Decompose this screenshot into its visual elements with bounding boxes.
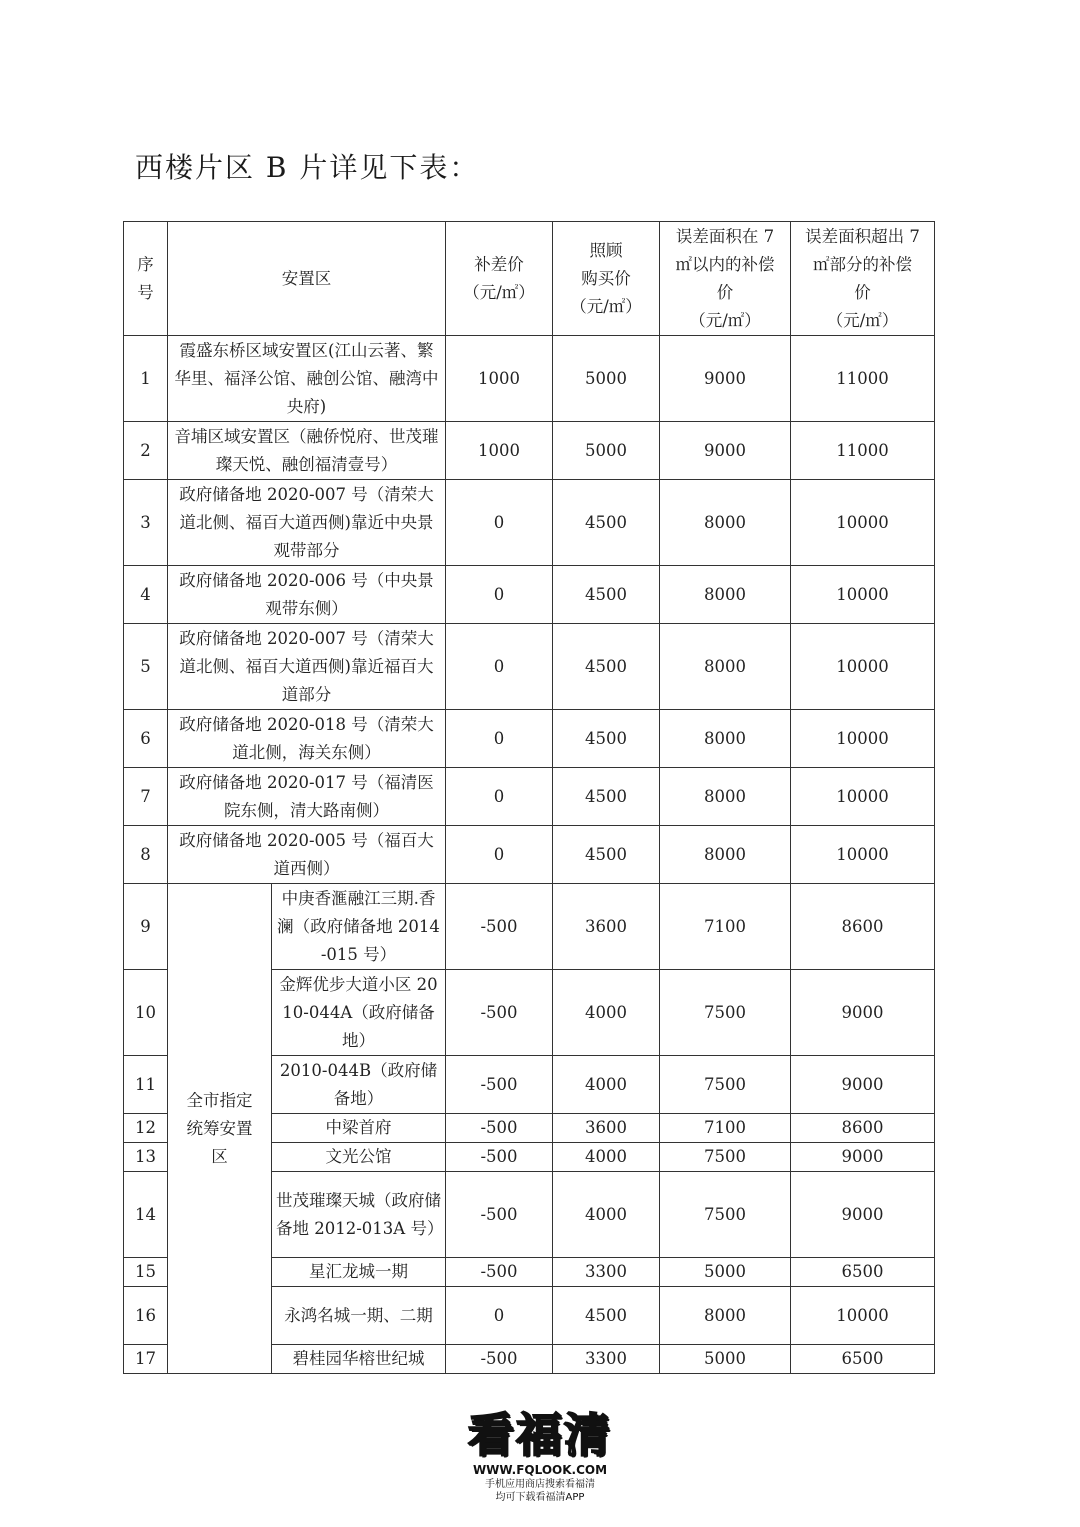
cell-within7: 5000 xyxy=(660,1345,791,1374)
cell-within7: 9000 xyxy=(660,422,791,480)
cell-seq: 14 xyxy=(124,1172,168,1258)
cell-area: 政府储备地 2020-007 号（清荣大道北侧、福百大道西侧)靠近福百大道部分 xyxy=(168,624,446,710)
cell-diff: -500 xyxy=(446,970,553,1056)
cell-care: 4500 xyxy=(553,566,660,624)
cell-within7: 7500 xyxy=(660,1056,791,1114)
cell-over7: 8600 xyxy=(791,1114,935,1143)
cell-over7: 8600 xyxy=(791,884,935,970)
cell-area: 音埔区域安置区（融侨悦府、世茂璀璨天悦、融创福清壹号） xyxy=(168,422,446,480)
logo-wordmark: 看福清 xyxy=(468,1408,612,1462)
cell-name: 星汇龙城一期 xyxy=(272,1258,446,1287)
cell-name: 永鸿名城一期、二期 xyxy=(272,1287,446,1345)
header-diff-price: 补差价 （元/㎡） xyxy=(446,222,553,336)
cell-within7: 8000 xyxy=(660,566,791,624)
cell-diff: -500 xyxy=(446,884,553,970)
cell-care: 4500 xyxy=(553,1287,660,1345)
cell-over7: 11000 xyxy=(791,336,935,422)
header-over7-price: 误差面积超出 7 ㎡部分的补偿 价 （元/㎡） xyxy=(791,222,935,336)
cell-within7: 8000 xyxy=(660,624,791,710)
cell-diff: -500 xyxy=(446,1345,553,1374)
cell-diff: 0 xyxy=(446,768,553,826)
cell-diff: -500 xyxy=(446,1114,553,1143)
table-row xyxy=(124,826,935,884)
cell-within7: 7100 xyxy=(660,1114,791,1143)
cell-care: 4000 xyxy=(553,1056,660,1114)
cell-over7: 9000 xyxy=(791,1172,935,1258)
cell-seq: 1 xyxy=(124,336,168,422)
cell-area: 政府储备地 2020-018 号（清荣大道北侧，海关东侧） xyxy=(168,710,446,768)
table-row xyxy=(124,422,935,480)
cell-care: 4000 xyxy=(553,970,660,1056)
cell-within7: 7500 xyxy=(660,1143,791,1172)
cell-care: 4500 xyxy=(553,710,660,768)
cell-seq: 2 xyxy=(124,422,168,480)
table-row xyxy=(124,710,935,768)
cell-within7: 5000 xyxy=(660,1258,791,1287)
cell-over7: 9000 xyxy=(791,1056,935,1114)
cell-over7: 9000 xyxy=(791,970,935,1056)
cell-seq: 7 xyxy=(124,768,168,826)
cell-over7: 10000 xyxy=(791,566,935,624)
cell-diff: 0 xyxy=(446,480,553,566)
cell-seq: 6 xyxy=(124,710,168,768)
table-row xyxy=(124,336,935,422)
cell-over7: 10000 xyxy=(791,826,935,884)
cell-area: 政府储备地 2020-017 号（福清医院东侧，清大路南侧） xyxy=(168,768,446,826)
cell-diff: 0 xyxy=(446,566,553,624)
header-care-price: 照顾 购买价 （元/㎡） xyxy=(553,222,660,336)
cell-area: 政府储备地 2020-006 号（中央景观带东侧） xyxy=(168,566,446,624)
cell-diff: 0 xyxy=(446,1287,553,1345)
header-seq: 序 号 xyxy=(124,222,168,336)
cell-diff: 0 xyxy=(446,624,553,710)
cell-seq: 8 xyxy=(124,826,168,884)
cell-diff: 1000 xyxy=(446,336,553,422)
cell-area: 霞盛东桥区域安置区(江山云著、繁华里、福泽公馆、融创公馆、融湾中央府) xyxy=(168,336,446,422)
cell-care: 4500 xyxy=(553,826,660,884)
cell-area: 政府储备地 2020-007 号（清荣大道北侧、福百大道西侧)靠近中央景观带部分 xyxy=(168,480,446,566)
cell-within7: 7500 xyxy=(660,1172,791,1258)
cell-care: 4500 xyxy=(553,624,660,710)
cell-within7: 9000 xyxy=(660,336,791,422)
cell-name: 文光公馆 xyxy=(272,1143,446,1172)
table-row xyxy=(124,480,935,566)
logo-url: WWW.FQLOOK.COM xyxy=(472,1463,608,1477)
cell-care: 3300 xyxy=(553,1345,660,1374)
table-header-row xyxy=(124,222,935,336)
cell-diff: 0 xyxy=(446,710,553,768)
cell-diff: -500 xyxy=(446,1056,553,1114)
cell-within7: 8000 xyxy=(660,710,791,768)
cell-seq: 4 xyxy=(124,566,168,624)
cell-within7: 8000 xyxy=(660,480,791,566)
cell-diff: -500 xyxy=(446,1258,553,1287)
header-within7-price: 误差面积在 7 ㎡以内的补偿 价 （元/㎡） xyxy=(660,222,791,336)
cell-over7: 10000 xyxy=(791,624,935,710)
table-row xyxy=(124,884,935,970)
cell-over7: 10000 xyxy=(791,480,935,566)
cell-care: 5000 xyxy=(553,336,660,422)
cell-over7: 10000 xyxy=(791,1287,935,1345)
cell-name: 金辉优步大道小区 2010-044A（政府储备地） xyxy=(272,970,446,1056)
table-row xyxy=(124,566,935,624)
cell-within7: 8000 xyxy=(660,826,791,884)
cell-seq: 12 xyxy=(124,1114,168,1143)
cell-name: 中庚香滙融江三期.香澜（政府储备地 2014-015 号） xyxy=(272,884,446,970)
cell-seq: 10 xyxy=(124,970,168,1056)
cell-care: 4500 xyxy=(553,480,660,566)
table-row xyxy=(124,624,935,710)
cell-within7: 8000 xyxy=(660,768,791,826)
cell-over7: 10000 xyxy=(791,710,935,768)
cell-over7: 9000 xyxy=(791,1143,935,1172)
cell-seq: 15 xyxy=(124,1258,168,1287)
cell-over7: 6500 xyxy=(791,1258,935,1287)
cell-seq: 11 xyxy=(124,1056,168,1114)
cell-seq: 5 xyxy=(124,624,168,710)
cell-name: 世茂璀璨天城（政府储备地 2012-013A 号） xyxy=(272,1172,446,1258)
logo-tagline-1: 手机应用商店搜索看福清 xyxy=(485,1479,595,1490)
cell-within7: 7500 xyxy=(660,970,791,1056)
group-label: 全市指定统筹安置区 xyxy=(168,884,272,1374)
cell-care: 4000 xyxy=(553,1143,660,1172)
cell-over7: 10000 xyxy=(791,768,935,826)
watermark-logo xyxy=(450,1410,630,1504)
header-area: 安置区 xyxy=(168,222,446,336)
cell-name: 2010-044B（政府储备地） xyxy=(272,1056,446,1114)
cell-within7: 7100 xyxy=(660,884,791,970)
cell-seq: 13 xyxy=(124,1143,168,1172)
cell-over7: 6500 xyxy=(791,1345,935,1374)
cell-diff: -500 xyxy=(446,1143,553,1172)
cell-care: 3300 xyxy=(553,1258,660,1287)
cell-seq: 17 xyxy=(124,1345,168,1374)
cell-seq: 9 xyxy=(124,884,168,970)
table-row xyxy=(124,768,935,826)
page-heading: 西楼片区 B 片详见下表： xyxy=(135,151,480,184)
cell-care: 4500 xyxy=(553,768,660,826)
logo-tagline-2: 均可下载看福清APP xyxy=(495,1492,585,1503)
compensation-table xyxy=(123,221,935,1374)
cell-care: 3600 xyxy=(553,1114,660,1143)
cell-seq: 16 xyxy=(124,1287,168,1345)
cell-diff: 1000 xyxy=(446,422,553,480)
cell-care: 5000 xyxy=(553,422,660,480)
cell-area: 政府储备地 2020-005 号（福百大道西侧） xyxy=(168,826,446,884)
cell-diff: -500 xyxy=(446,1172,553,1258)
cell-over7: 11000 xyxy=(791,422,935,480)
cell-care: 4000 xyxy=(553,1172,660,1258)
cell-name: 碧桂园华榕世纪城 xyxy=(272,1345,446,1374)
cell-within7: 8000 xyxy=(660,1287,791,1345)
cell-care: 3600 xyxy=(553,884,660,970)
cell-diff: 0 xyxy=(446,826,553,884)
cell-name: 中梁首府 xyxy=(272,1114,446,1143)
cell-seq: 3 xyxy=(124,480,168,566)
